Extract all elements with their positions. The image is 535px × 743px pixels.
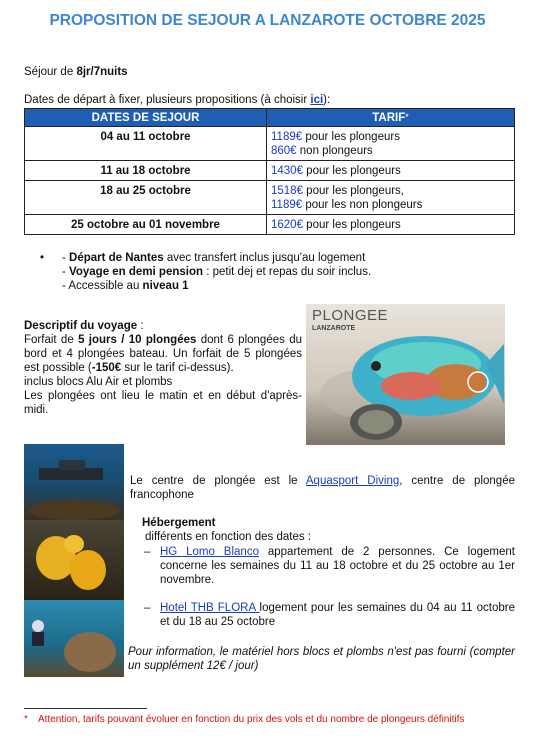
table-header xyxy=(25,109,515,127)
price-desc: non plongeurs xyxy=(296,145,373,157)
aquasport-link[interactable]: Aquasport Diving xyxy=(305,475,400,487)
centre-text xyxy=(130,474,515,502)
row-tarif xyxy=(267,181,515,215)
materiel-info: Pour information, le matériel hors blocs et plombs n'est pas fourni (compter un supplément 12€ / jour) xyxy=(128,646,515,672)
wreck-photo xyxy=(24,444,124,520)
diver-photo xyxy=(24,600,124,677)
choose-dates-link[interactable]: ici xyxy=(310,94,324,106)
descriptif-colon: : xyxy=(137,320,144,332)
price: 1620€ xyxy=(271,219,303,231)
header-tarif xyxy=(267,109,515,127)
sejour-line xyxy=(24,66,128,78)
poster-title: PLONGEE xyxy=(312,307,389,324)
centre-post: , centre de plongée francophone xyxy=(130,475,515,501)
pricing-table xyxy=(24,108,515,235)
coral-photo xyxy=(24,520,124,600)
highlights-list xyxy=(40,251,371,293)
descriptif-horaires: Les plongées ont lieu le matin et en début d'après-midi. xyxy=(24,390,302,416)
bullet-dash: - xyxy=(62,266,70,278)
list-item xyxy=(40,279,371,293)
price: 1189€ xyxy=(271,199,303,211)
page-title: PROPOSITION DE SEJOUR A LANZAROTE OCTOBRE 2025 xyxy=(49,12,486,29)
bullet-bold: Départ de Nantes xyxy=(69,252,164,264)
coral-image xyxy=(24,520,124,600)
descriptif-forfait: Forfait de 5 jours / 10 plongées dont 6 plongées du bord et 4 plongées bateau. Un forfait de 5 plongées est possible (-150€ sur le tarif ci-dessus). xyxy=(24,334,302,374)
price-desc: pour les plongeurs, xyxy=(302,185,404,197)
header-tarif-mark: * xyxy=(405,111,409,122)
amphora-diver-image xyxy=(24,600,124,677)
price-desc: pour les plongeurs xyxy=(302,219,401,231)
row-dates: 25 octobre au 01 novembre xyxy=(25,215,267,235)
hebergement-intro: différents en fonction des dates : xyxy=(145,531,312,543)
thb-flora-text: logement pour les semaines du 04 au 11 octobre et du 18 au 25 octobre xyxy=(160,602,515,628)
poster-subtitle: LANZAROTE xyxy=(312,325,356,332)
list-item xyxy=(40,251,371,265)
row-dates: 04 au 11 octobre xyxy=(25,127,267,161)
footnote-divider xyxy=(24,708,147,709)
header-dates: DATES DE SEJOUR xyxy=(25,109,267,127)
bullet-dash: - Accessible au xyxy=(62,280,143,292)
hebergement-title: Hébergement xyxy=(142,517,216,529)
price: 1518€ xyxy=(271,185,303,197)
price-desc: pour les plongeurs xyxy=(302,165,401,177)
dates-intro-text: Dates de départ à fixer, plusieurs propositions (à choisir xyxy=(24,94,311,106)
dates-intro xyxy=(24,94,330,106)
bullet-bold: Voyage en demi pension xyxy=(69,266,204,278)
price: 1430€ xyxy=(271,165,303,177)
row-dates: 18 au 25 octobre xyxy=(25,181,267,215)
row-dates: 11 au 18 octobre xyxy=(25,161,267,181)
bullet-dash: - xyxy=(62,252,70,264)
sejour-duration: 8jr/7nuits xyxy=(76,66,128,78)
list-item xyxy=(128,601,515,629)
price-desc: pour les plongeurs xyxy=(302,131,400,143)
plongee-poster xyxy=(306,304,505,445)
wreck-image xyxy=(24,444,124,520)
price: 860€ xyxy=(271,145,297,157)
lomo-blanco-text: appartement de 2 personnes. Ce logement concerne les semaines du 11 au 18 octobre et du 25 octobre au 1er novembre. xyxy=(160,546,515,586)
list-item xyxy=(128,545,515,587)
price: 1189€ xyxy=(271,131,303,143)
bullet-text: avec transfert inclus jusqu'au logement xyxy=(163,252,366,264)
row-tarif xyxy=(267,127,515,161)
bullet-text: : petit dej et repas du soir inclus. xyxy=(203,266,372,278)
row-tarif xyxy=(267,161,515,181)
descriptif-section xyxy=(24,319,302,417)
table-row xyxy=(25,161,515,181)
header-tarif-label: TARIF xyxy=(372,111,406,124)
table-row xyxy=(25,127,515,161)
dates-intro-suffix: ): xyxy=(323,94,331,106)
footnote xyxy=(24,713,484,726)
sejour-label: Séjour de xyxy=(24,66,77,78)
table-row xyxy=(25,215,515,235)
descriptif-blocs: inclus blocs Alu Air et plombs xyxy=(24,376,173,388)
row-tarif xyxy=(267,215,515,235)
parrotfish-illustration xyxy=(306,304,505,445)
descriptif-title: Descriptif du voyage xyxy=(24,320,138,332)
list-item xyxy=(40,265,371,279)
lomo-blanco-link[interactable]: HG Lomo Blanco xyxy=(160,546,259,558)
bullet-dot: • xyxy=(40,252,45,264)
footnote-text: Attention, tarifs pouvant évoluer en fonction du prix des vols et du nombre de plongeurs définitifs xyxy=(38,714,465,725)
thb-flora-link[interactable]: Hotel THB FLORA xyxy=(160,602,260,614)
table-row xyxy=(25,181,515,215)
bullet-bold: niveau 1 xyxy=(142,280,189,292)
hebergement-list xyxy=(128,545,515,629)
footnote-mark: * xyxy=(24,714,28,725)
price-desc: pour les non plongeurs xyxy=(302,199,423,211)
centre-pre: Le centre de plongée est le xyxy=(130,475,306,487)
